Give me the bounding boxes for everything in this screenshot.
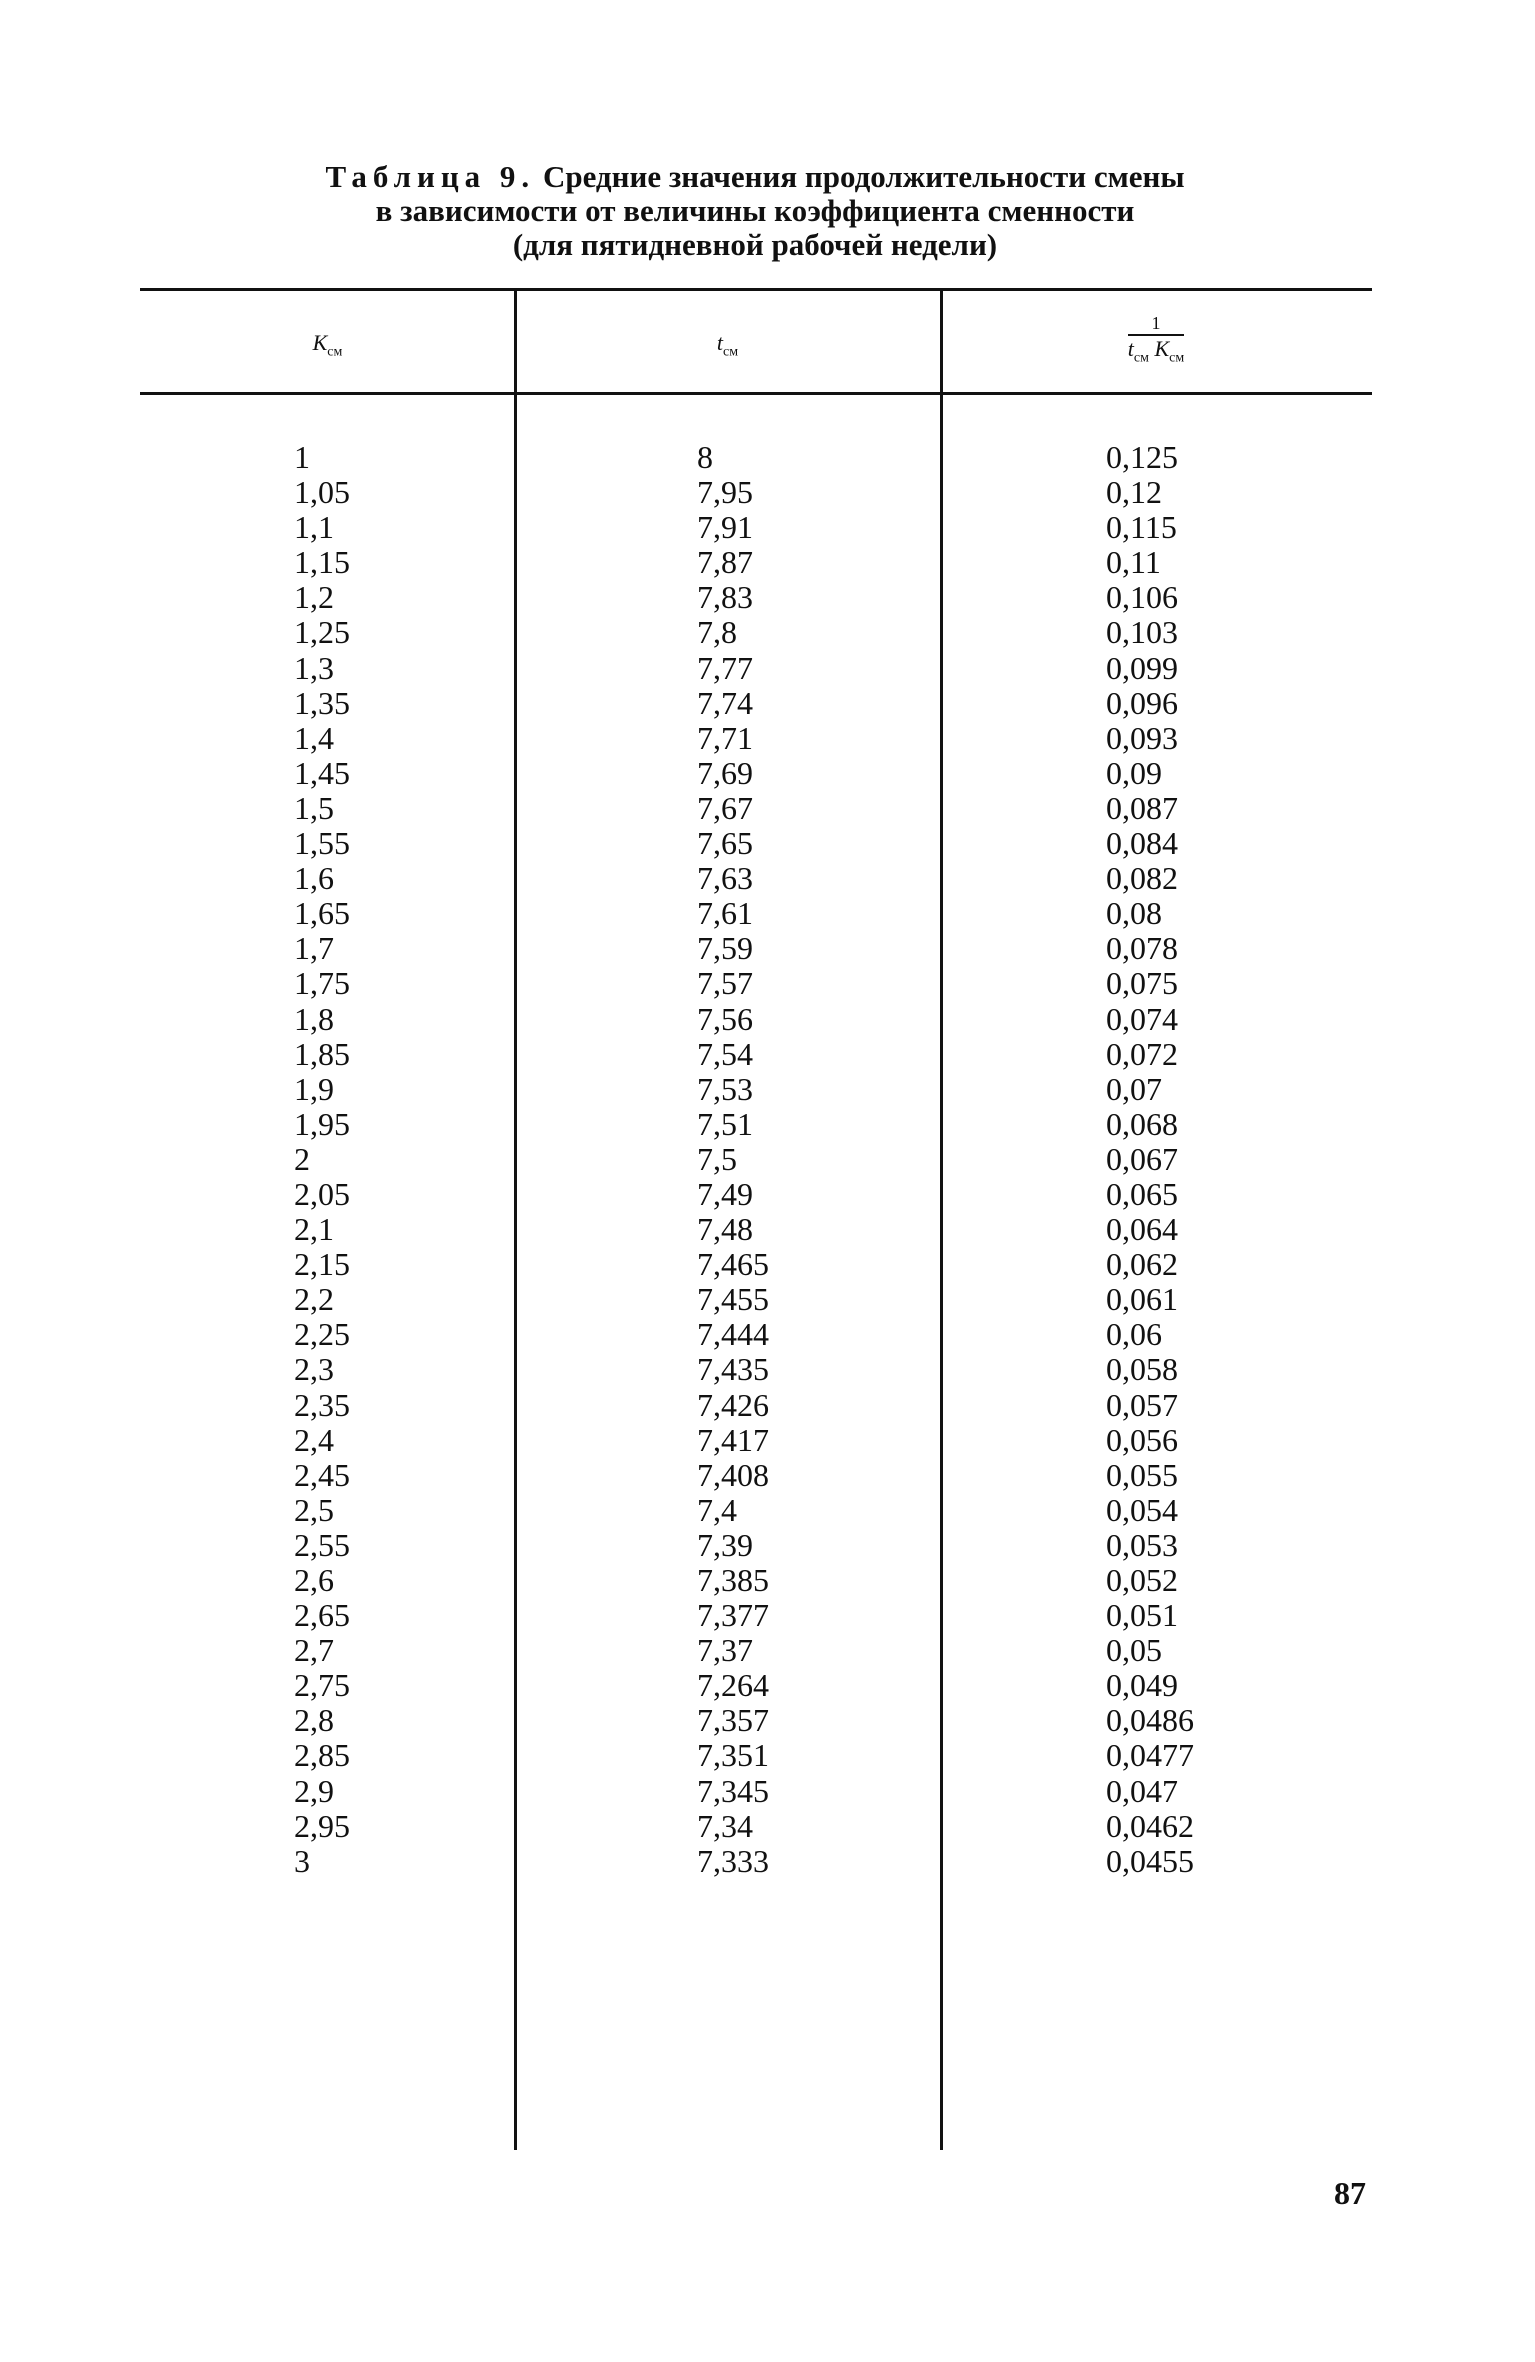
ratio-value: 0,06 (1106, 1316, 1162, 1353)
column-divider-2 (940, 290, 943, 2150)
ratio-value: 0,09 (1106, 754, 1162, 791)
ratio-value: 0,103 (1106, 614, 1178, 651)
t-value: 7,264 (697, 1667, 769, 1704)
k-value: 1,05 (294, 474, 350, 511)
ratio-value: 0,084 (1106, 825, 1178, 862)
t-value: 7,83 (697, 579, 753, 616)
t-value: 7,345 (697, 1772, 769, 1809)
k-value: 2,75 (294, 1667, 350, 1704)
k-value: 2,95 (294, 1807, 350, 1844)
k-value: 2,35 (294, 1386, 350, 1423)
page-number: 87 (1334, 2175, 1366, 2211)
k-value: 2,3 (294, 1351, 334, 1388)
ratio-value: 0,047 (1106, 1772, 1178, 1809)
t-value: 7,54 (697, 1035, 753, 1072)
ratio-value: 0,068 (1106, 1105, 1178, 1142)
ratio-value: 0,106 (1106, 579, 1178, 616)
ratio-value: 0,078 (1106, 930, 1178, 967)
k-value: 1,55 (294, 825, 350, 862)
k-value: 1,25 (294, 614, 350, 651)
caption-title: Средние значения продолжительности смены (542, 159, 1185, 194)
k-value: 2,1 (294, 1211, 334, 1248)
k-value: 2,65 (294, 1597, 350, 1634)
k-value: 2,9 (294, 1772, 334, 1809)
ratio-value: 0,0462 (1106, 1807, 1194, 1844)
k-value: 2,4 (294, 1421, 334, 1458)
column-k-values (294, 440, 350, 1879)
column-divider-1 (514, 290, 517, 2150)
k-value: 1,7 (294, 930, 334, 967)
k-value: 2,5 (294, 1491, 334, 1528)
t-value: 7,48 (697, 1211, 753, 1248)
ratio-value: 0,087 (1106, 789, 1178, 826)
k-value: 1,6 (294, 860, 334, 897)
ratio-value: 0,12 (1106, 474, 1162, 511)
k-value: 1,3 (294, 649, 334, 686)
table-top-rule (140, 288, 1372, 291)
t-value: 7,95 (697, 474, 753, 511)
t-value: 7,56 (697, 1000, 753, 1037)
t-value: 7,53 (697, 1070, 753, 1107)
k-value: 2,15 (294, 1246, 350, 1283)
t-value: 7,87 (697, 544, 753, 581)
ratio-value: 0,082 (1106, 860, 1178, 897)
fraction (1128, 312, 1184, 369)
caption-line-1 (140, 160, 1370, 194)
k-value: 2,85 (294, 1737, 350, 1774)
t-value: 7,4 (697, 1491, 737, 1528)
header-t-sm: $t_{см}$ (716, 330, 739, 360)
column-t-values (697, 440, 769, 1879)
ratio-value: 0,049 (1106, 1667, 1178, 1704)
k-value: 2,25 (294, 1316, 350, 1353)
table-caption (140, 160, 1370, 262)
t-value: 7,435 (697, 1351, 769, 1388)
t-value: 7,67 (697, 789, 753, 826)
ratio-value: 0,072 (1106, 1035, 1178, 1072)
caption-line-3: (для пятидневной рабочей недели) (512, 227, 998, 262)
k-value: 2,2 (294, 1281, 334, 1318)
t-value: 7,351 (697, 1737, 769, 1774)
k-value: 1,85 (294, 1035, 350, 1072)
k-value: 1,1 (294, 509, 334, 546)
t-value: 7,59 (697, 930, 753, 967)
t-value: 8 (697, 439, 713, 475)
t-value: 7,37 (697, 1632, 753, 1669)
k-value: 2,6 (294, 1562, 334, 1598)
k-value: 1,75 (294, 965, 350, 1002)
k-value: 1,9 (294, 1070, 334, 1107)
ratio-value: 0,11 (1106, 544, 1161, 581)
ratio-value: 0,08 (1106, 895, 1162, 932)
t-value: 7,57 (697, 965, 753, 1002)
t-value: 7,465 (697, 1246, 769, 1283)
t-value: 7,444 (697, 1316, 769, 1353)
fraction-denominator: $t_{см}$ $K_{см}$ (1128, 334, 1184, 369)
k-value: 2,7 (294, 1632, 334, 1669)
t-value: 7,61 (697, 895, 753, 932)
header-fraction (946, 312, 1366, 369)
ratio-value: 0,051 (1106, 1597, 1178, 1634)
k-value: 2 (294, 1140, 310, 1177)
t-value: 7,5 (697, 1140, 737, 1177)
ratio-value: 0,067 (1106, 1140, 1178, 1177)
t-value: 7,426 (697, 1386, 769, 1423)
header-bottom-rule (140, 392, 1372, 395)
ratio-value: 0,07 (1106, 1070, 1162, 1107)
t-value: 7,357 (697, 1702, 769, 1739)
ratio-value: 0,115 (1106, 509, 1177, 546)
ratio-value: 0,0486 (1106, 1702, 1194, 1739)
k-value: 1,5 (294, 789, 334, 826)
t-value: 7,34 (697, 1807, 753, 1844)
k-value: 1,65 (294, 895, 350, 932)
t-value: 7,65 (697, 825, 753, 862)
ratio-value: 0,075 (1106, 965, 1178, 1002)
t-value: 7,333 (697, 1842, 769, 1879)
ratio-value: 0,0477 (1106, 1737, 1194, 1774)
t-value: 7,63 (697, 860, 753, 897)
k-value: 3 (294, 1842, 310, 1879)
t-value: 7,49 (697, 1175, 753, 1212)
caption-line-2: в зависимости от величины коэффициента сменности (375, 193, 1135, 228)
ratio-value: 0,064 (1106, 1211, 1178, 1248)
ratio-value: 0,125 (1106, 439, 1178, 475)
caption-label: Таблица 9. (325, 159, 536, 194)
t-value: 7,74 (697, 684, 753, 721)
ratio-value: 0,053 (1106, 1526, 1178, 1563)
ratio-value: 0,0455 (1106, 1842, 1194, 1879)
ratio-value: 0,074 (1106, 1000, 1178, 1037)
ratio-value: 0,052 (1106, 1562, 1178, 1598)
ratio-value: 0,055 (1106, 1456, 1178, 1493)
k-value: 2,8 (294, 1702, 334, 1739)
k-value: 1,15 (294, 544, 350, 581)
t-value: 7,8 (697, 614, 737, 651)
ratio-value: 0,057 (1106, 1386, 1178, 1423)
k-value: 1 (294, 439, 310, 475)
k-value: 1,4 (294, 719, 334, 756)
column-ratio-values (1106, 440, 1194, 1879)
t-value: 7,69 (697, 754, 753, 791)
k-value: 2,55 (294, 1526, 350, 1563)
header-k-sm: $K_{см}$ (312, 330, 343, 360)
ratio-value: 0,05 (1106, 1632, 1162, 1669)
k-value: 2,45 (294, 1456, 350, 1493)
t-value: 7,417 (697, 1421, 769, 1458)
ratio-value: 0,061 (1106, 1281, 1178, 1318)
t-value: 7,408 (697, 1456, 769, 1493)
k-value: 1,95 (294, 1105, 350, 1142)
ratio-value: 0,054 (1106, 1491, 1178, 1528)
ratio-value: 0,065 (1106, 1175, 1178, 1212)
t-value: 7,385 (697, 1562, 769, 1598)
fraction-numerator: 1 (1151, 313, 1161, 333)
ratio-value: 0,056 (1106, 1421, 1178, 1458)
k-value: 1,35 (294, 684, 350, 721)
t-value: 7,455 (697, 1281, 769, 1318)
ratio-value: 0,058 (1106, 1351, 1178, 1388)
t-value: 7,39 (697, 1526, 753, 1563)
k-value: 1,2 (294, 579, 334, 616)
t-value: 7,71 (697, 719, 753, 756)
k-value: 2,05 (294, 1175, 350, 1212)
t-value: 7,91 (697, 509, 753, 546)
t-value: 7,51 (697, 1105, 753, 1142)
ratio-value: 0,093 (1106, 719, 1178, 756)
k-value: 1,45 (294, 754, 350, 791)
ratio-value: 0,096 (1106, 684, 1178, 721)
ratio-value: 0,099 (1106, 649, 1178, 686)
k-value: 1,8 (294, 1000, 334, 1037)
t-value: 7,77 (697, 649, 753, 686)
t-value: 7,377 (697, 1597, 769, 1634)
ratio-value: 0,062 (1106, 1246, 1178, 1283)
